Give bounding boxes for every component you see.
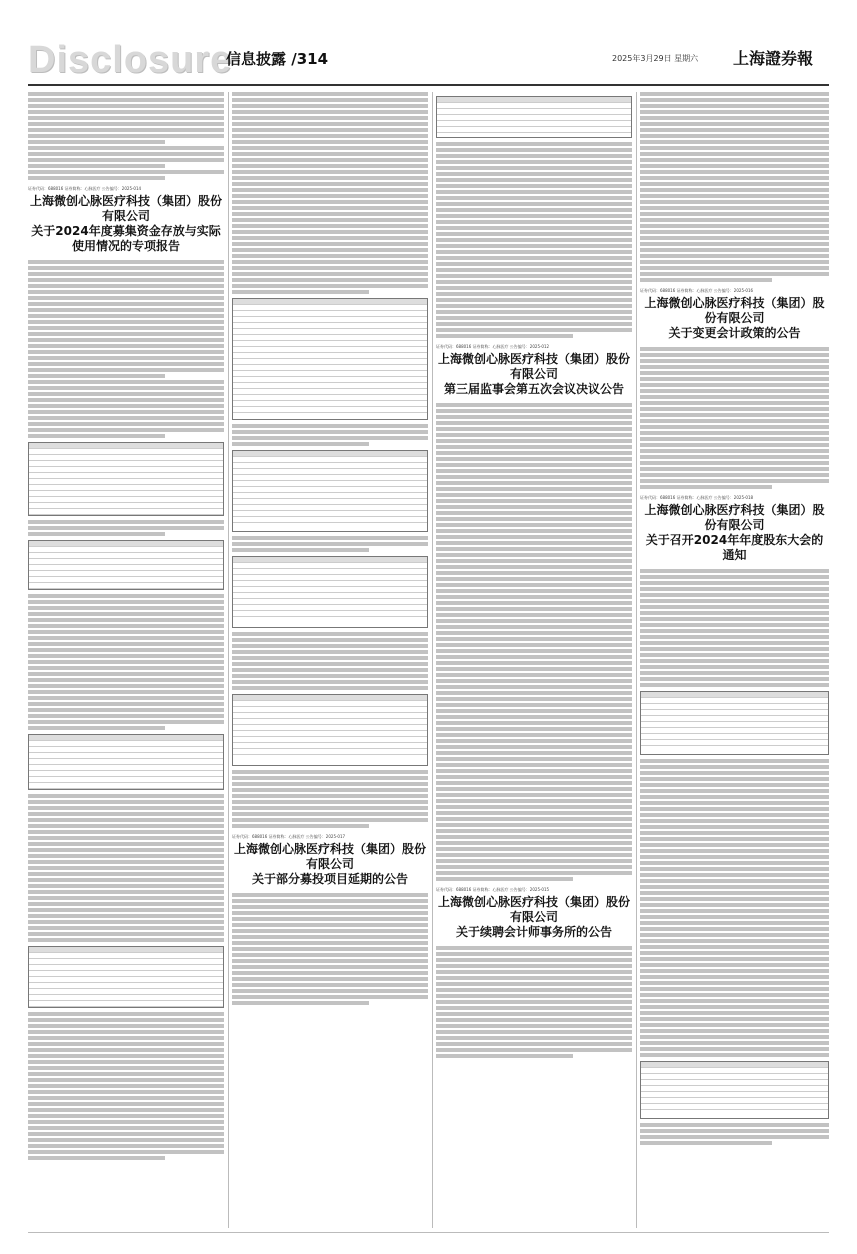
masthead-rule (28, 84, 829, 86)
disclosure-logo: Disclosure (28, 39, 233, 81)
column-1 (28, 92, 224, 1162)
notice-title: 关于变更会计政策的公告 (668, 326, 801, 340)
column-divider (636, 92, 637, 1228)
column-divider (228, 92, 229, 1228)
notice-company: 上海微创心脉医疗科技（集团）股份有限公司 (437, 352, 630, 381)
issue-date: 2025年3月29日 星期六 (612, 54, 699, 63)
notice-company: 上海微创心脉医疗科技（集团）股份有限公司 (29, 194, 222, 223)
masthead (28, 40, 829, 80)
notice-meta: 证券代码：688016 证券简称：心脉医疗 公告编号：2025-016 (640, 288, 754, 293)
data-table (28, 734, 224, 790)
notice-meta: 证券代码：688016 证券简称：心脉医疗 公告编号：2025-017 (232, 834, 346, 839)
newspaper-name: 上海證券報 (733, 49, 814, 68)
notice-meta: 证券代码：688016 证券简称：心脉医疗 公告编号：2025-014 (28, 186, 142, 191)
notice-heading (28, 186, 224, 254)
notice-heading (640, 495, 829, 563)
notice-heading (436, 887, 632, 940)
data-table (28, 540, 224, 590)
section-title: 信息披露 /314 (226, 50, 329, 68)
notice-title: 关于2024年度募集资金存放与实际使用情况的专项报告 (31, 224, 221, 253)
notice-company: 上海微创心脉医疗科技（集团）股份有限公司 (437, 895, 630, 924)
data-table (640, 1061, 829, 1119)
data-table (640, 691, 829, 755)
data-table (232, 556, 428, 628)
notice-company: 上海微创心脉医疗科技（集团）股份有限公司 (644, 503, 825, 532)
notice-title: 关于召开2024年年度股东大会的通知 (645, 533, 824, 562)
page-footer-rule (28, 1232, 829, 1233)
notice-company: 上海微创心脉医疗科技（集团）股份有限公司 (644, 296, 825, 325)
column-2 (232, 92, 428, 1007)
data-table (28, 946, 224, 1008)
data-table (232, 694, 428, 766)
notice-heading (640, 288, 829, 341)
data-table (232, 450, 428, 532)
column-3 (436, 92, 632, 1060)
notice-heading (232, 834, 428, 887)
data-table (28, 442, 224, 516)
notice-meta: 证券代码：688016 证券简称：心脉医疗 公告编号：2025-012 (436, 344, 550, 349)
notice-title: 关于部分募投项目延期的公告 (251, 872, 408, 886)
notice-meta: 证券代码：688016 证券简称：心脉医疗 公告编号：2025-015 (436, 887, 550, 892)
column-4 (640, 92, 829, 1147)
notice-meta: 证券代码：688016 证券简称：心脉医疗 公告编号：2025-018 (640, 495, 754, 500)
data-table (232, 298, 428, 420)
notice-company: 上海微创心脉医疗科技（集团）股份有限公司 (233, 842, 426, 871)
data-table (436, 96, 632, 138)
notice-heading (436, 344, 632, 397)
notice-title: 第三届监事会第五次会议决议公告 (443, 382, 624, 396)
column-divider (432, 92, 433, 1228)
notice-title: 关于续聘会计师事务所的公告 (455, 925, 612, 939)
